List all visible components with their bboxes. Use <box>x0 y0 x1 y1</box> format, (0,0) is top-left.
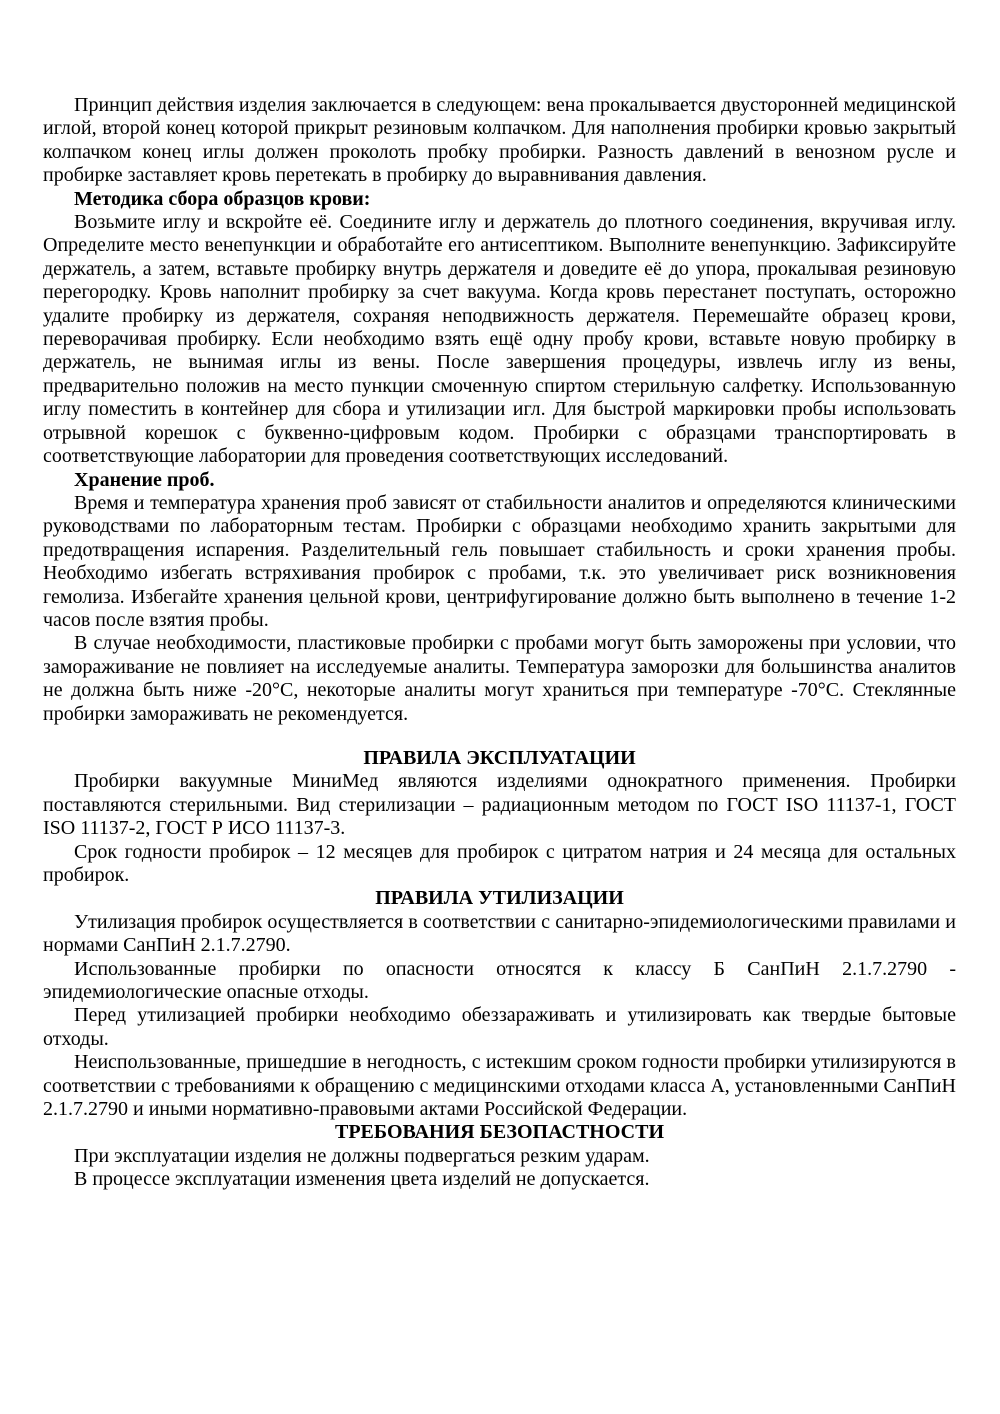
para-storage-conditions: Время и температура хранения проб зависят от стабильности аналитов и определяются клиническими руководствами по лабораторным тестам. Пробирки с образцами необходимо хранить закрытыми для предотвращения испарения. Разделительный гель повышает стабильность и сроки хранения пробы. Необходимо избегать встряхивания пробирок с пробами, т.к. это увеличивает риск возникновения гемолиза. Избегайте хранения цельной крови, центрифугирование должно быть выполнено в течение 1-2 часов после взятия пробы. <box>43 491 956 631</box>
para-single-use-sterilization: Пробирки вакуумные МиниМед являются изделиями однократного применения. Пробирки поставляются стерильными. Вид стерилизации – радиационным методом по ГОСТ ISO 11137-1, ГОСТ ISO 11137-2, ГОСТ Р ИСО 11137-3. <box>43 770 956 840</box>
para-no-sharp-impacts: При эксплуатации изделия не должны подвергаться резким ударам. <box>74 1144 650 1167</box>
heading-safety-requirements: ТРЕБОВАНИЯ БЕЗОПАСТНОСТИ <box>334 1121 665 1144</box>
para-shelf-life: Срок годности пробирок – 12 месяцев для пробирок с цитратом натрия и 24 месяца для остальных пробирок. <box>43 840 956 886</box>
para-operating-principle: Принцип действия изделия заключается в следующем: вена прокалывается двусторонней медицинской иглой, второй конец которой прикрыт резиновым колпачком. Для наполнения пробирки кровью закрытый колпачком конец иглы должен проколоть пробку пробирки. Разность давлений в венозном русле и пробирке заставляет кровь перетекать в пробирку до выравнивания давления. <box>43 94 956 187</box>
heading-operation-rules: ПРАВИЛА ЭКСПЛУАТАЦИИ <box>363 746 636 769</box>
para-unused-tubes-disposal: Неиспользованные, пришедшие в негодность, с истекшим сроком годности пробирки утилизируются в соответствии с требованиями к обращению с медицинскими отходами класса А, установленными СанПиН 2.1.7.2790 и иными нормативно-правовыми актами Российской Федерации. <box>43 1051 956 1121</box>
heading-disposal-rules: ПРАВИЛА УТИЛИЗАЦИИ <box>375 887 624 910</box>
para-decontamination: Перед утилизацией пробирки необходимо обеззараживать и утилизировать как твердые бытовые отходы. <box>43 1004 956 1050</box>
para-disposal-sanpin: Утилизация пробирок осуществляется в соответствии с санитарно-эпидемиологическими правилами и нормами СанПиН 2.1.7.2790. <box>43 910 956 957</box>
para-used-tubes-class-b: Использованные пробирки по опасности относятся к классу Б СанПиН 2.1.7.2790 - эпидемиологические опасные отходы. <box>43 957 956 1004</box>
para-blood-collection-procedure: Возьмите иглу и вскройте её. Соедините иглу и держатель до плотного соединения, вкручивая иглу. Определите место венепункции и обработайте его антисептиком. Выполните венепункцию. Зафиксируйте держатель, а затем, вставьте пробирку внутрь держателя и доведите её до упора, прокалывая резиновую перегородку. Кровь наполнит пробирку за счет вакуума. Когда кровь перестанет поступать, осторожно удалите пробирку из держателя, сохраняя неподвижность держателя. Перемешайте образец крови, переворачивая пробирку. Если необходимо взять ещё одну пробу крови, вставьте новую пробирку в держатель, не вынимая иглы из вены. После завершения процедуры, извлечь иглу из вены, предварительно положив на место пункции смоченную спиртом стерильную салфетку. Использованную иглу поместить в контейнер для сбора и утилизации игл. Для быстрой маркировки пробы использовать отрывной корешок с буквенно-цифровым кодом. Пробирки с образцами транспортировать в соответствующие лаборатории для проведения соответствующих исследований. <box>43 211 956 468</box>
heading-blood-collection-method: Методика сбора образцов крови: <box>74 187 371 210</box>
para-freezing-conditions: В случае необходимости, пластиковые пробирки с пробами могут быть заморожены при условии, что замораживание не повлияет на исследуемые аналиты. Температура заморозки для большинства аналитов не должна быть ниже -20°С, некоторые аналиты могут храниться при температуре -70°С. Стеклянные пробирки замораживать не рекомендуется. <box>43 632 956 725</box>
para-no-color-change: В процессе эксплуатации изменения цвета изделий не допускается. <box>74 1168 650 1191</box>
heading-sample-storage: Хранение проб. <box>74 468 215 491</box>
